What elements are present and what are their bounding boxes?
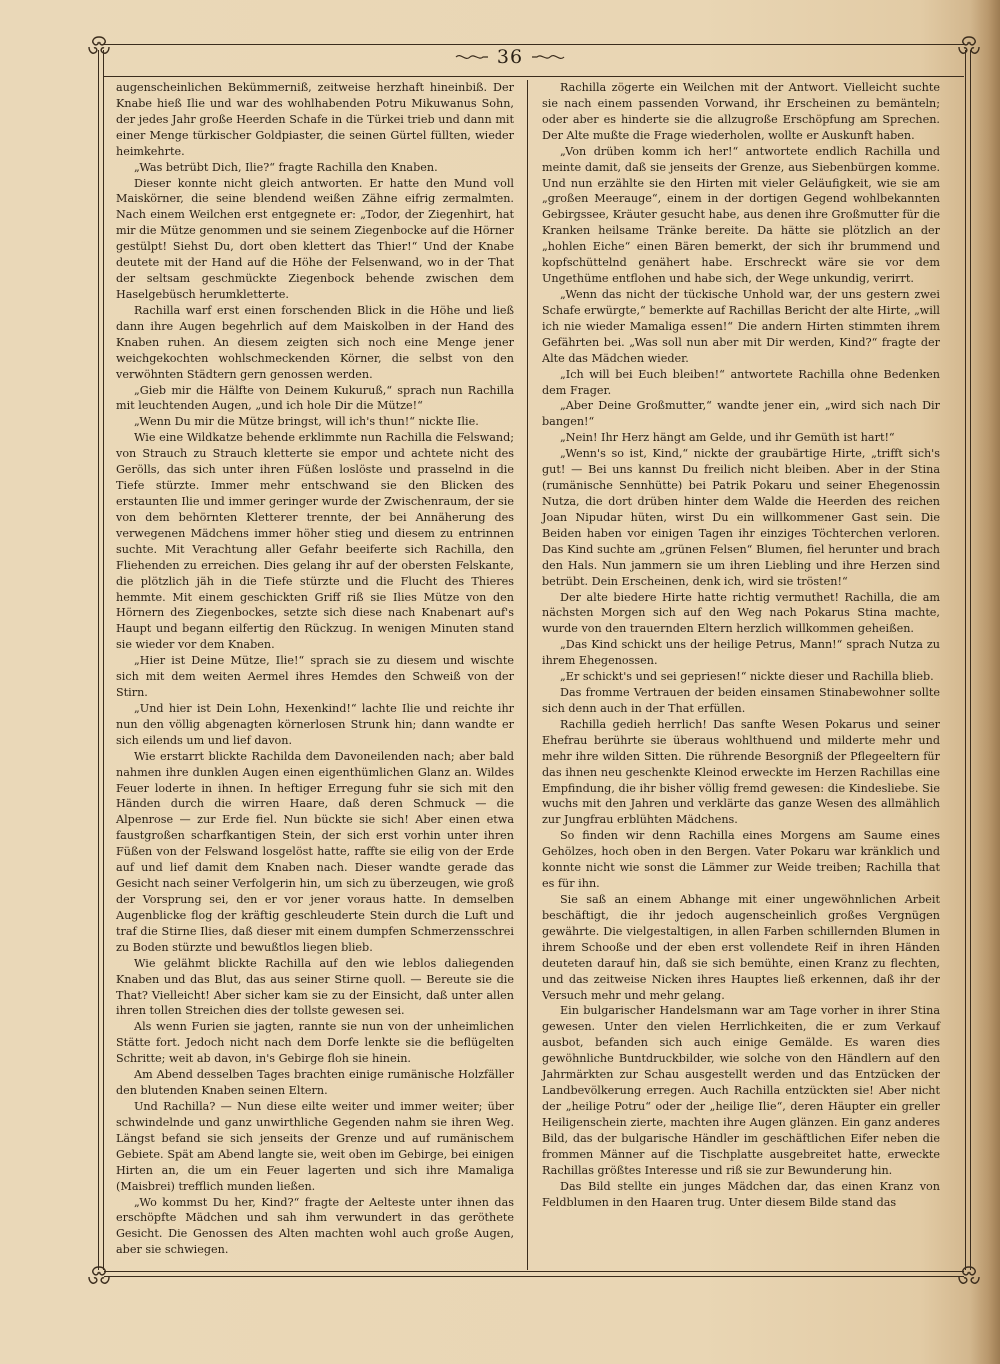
text-column-right [542, 80, 940, 1210]
frame-right-inner-rule [965, 50, 966, 1270]
paragraph: „Er schickt's und sei gepriesen!“ nickte dieser und Rachilla blieb. [560, 670, 934, 684]
paragraph: „Wo kommst Du her, Kind?“ fragte der Aelteste unter ihnen das erschöpfte Mädchen und sah ihm verwundert in das geröthete Gesicht. Die Genossen des Alten machten wohl auch große Augen, aber sie schwiegen. [116, 1195, 514, 1257]
paragraph: Als wenn Furien sie jagten, rannte sie nun von der unheimlichen Stätte fort. Jedoch nicht nach dem Dorfe lenkte sie die beflügelten Schritte; weit ab davon, in's Gebirge floh sie hinein. [116, 1020, 514, 1066]
paragraph: „Von drüben komm ich her!“ antwortete endlich Rachilla und meinte damit, daß sie jenseits der Grenze, aus Siebenbürgen komme. Und nun erzählte sie den Hirten mit vieler Geläufigkeit, wie sie am „großen Meerauge“, einem in der dortigen Gegend wohlbekannten Gebirgssee, Kräuter gesucht habe, aus denen ihre Großmutter für die Kranken heilsame Tränke bereite. Da hätte sie plötzlich an der „hohlen Eiche“ einen Bären bemerkt, der sich ihr brummend und kopfschüttelnd genähert habe. Erschreckt wäre sie vor dem Ungethüme entflohen und habe sich, der Wege unkundig, verirrt. [542, 144, 940, 286]
frame-bottom-rule [104, 1276, 964, 1277]
paragraph: „Wenn's so ist, Kind,“ nickte der graubärtige Hirte, „trifft sich's gut! — Bei uns kannst Du freilich nicht bleiben. Aber in der Stina (rumänische Sennhütte) bei Patrik Pokaru und seiner Ehegenossin Nutza, die dort drüben hinter dem Walde die Heerden des reichen Joan Nipudar hüten, wirst Du ein willkommener Gast sein. Die Beiden haben vor einigen Tagen ihr einziges Töchterchen verloren. Das Kind suchte am „grünen Felsen“ Blumen, fiel herunter und brach den Hals. Nun jammern sie um ihren Liebling und ihre Herzen sind betrübt. Dein Erscheinen, denk ich, wird sie trösten!“ [542, 447, 940, 588]
paragraph: Sie saß an einem Abhange mit einer ungewöhnlichen Arbeit beschäftigt, die ihr jedoch augenscheinlich großes Vergnügen gewährte. Die vielgestaltigen, in allen Farben schillernden Blumen in ihrem Schooße und der eben erst vollendete Reif in ihren Händen deuteten darauf hin, daß sie sich bemühte, einen Kranz zu flechten, und das zeitweise Nicken ihres Hauptes ließ erkennen, daß ihr der Versuch mehr und mehr gelang. [542, 893, 940, 1002]
frame-left-rule [98, 50, 99, 1270]
paragraph: Wie gelähmt blickte Rachilla auf den wie leblos daliegenden Knaben und das Blut, das aus seiner Stirne quoll. — Bereute sie die That? Vielleicht! Aber sicher kam sie zu der Einsicht, daß unter allen ihren tollen Streichen dies der tollste gewesen sei. [116, 956, 514, 1018]
paragraph: Und Rachilla? — Nun diese eilte weiter und immer weiter; über schwindelnde und ganz unwirthliche Gegenden nahm sie ihren Weg. Längst befand sie sich jenseits der Grenze und auf rumänischem Gebiete. Spät am Abend langte sie, weit oben im Gebirge, bei einigen Hirten an, die um ein Feuer lagerten und sich ihre Mamaliga (Maisbrei) trefflich munden ließen. [116, 1100, 514, 1193]
column-divider [527, 80, 528, 1270]
paragraph: Rachilla warf erst einen forschenden Blick in die Höhe und ließ dann ihre Augen begehrlich auf dem Maiskolben in der Hand des Knaben ruhen. An diesem zeigten sich noch eine Menge jener weichgekochten wohlschmeckenden Körner, die selbst von den verwöhnten Städtern gern genossen werden. [116, 303, 514, 381]
paragraph: „Und hier ist Dein Lohn, Hexenkind!“ lachte Ilie und reichte ihr nun den völlig abgenagten körnerlosen Strunk hin; dann wandte er sich eilends um und lief davon. [116, 701, 514, 747]
paragraph: „Ich will bei Euch bleiben!“ antwortete Rachilla ohne Bedenken dem Frager. [542, 367, 940, 397]
right-flourish-icon [531, 51, 565, 63]
paragraph: „Hier ist Deine Mütze, Ilie!“ sprach sie zu diesem und wischte sich mit dem weiten Aermel ihres Hemdes den Schweiß von der Stirn. [116, 654, 514, 700]
page-edge-shadow [970, 0, 1000, 1364]
paragraph: augenscheinlichen Bekümmerniß, zeitweise herzhaft hineinbiß. Der Knabe hieß Ilie und war des wohlhabenden Potru Mikuwanus Sohn, der jedes Jahr große Heerden Schafe in die Türkei trieb und dann mit einer Menge türkischer Goldpiaster, die seinen Gürtel füllten, wieder heimkehrte. [116, 81, 514, 158]
corner-ornament-icon [956, 1264, 982, 1290]
paragraph: Wie erstarrt blickte Rachilda dem Davoneilenden nach; aber bald nahmen ihre dunklen Augen einen eigenthümlichen Glanz an. Wildes Feuer loderte in ihnen. In heftiger Erregung fuhr sie sich mit den Händen durch die wirren Haare, daß deren Schmuck — die Alpenrose — zur Erde fiel. Nun bückte sie sich! Aber einen etwa faustgroßen scharfkantigen Stein, der sich erst vorhin unter ihren Füßen von der Felswand losgelöst hatte, raffte sie eilig von der Erde auf und lief damit dem Knaben nach. Dieser wandte gerade das Gesicht nach seiner Verfolgerin hin, um sich zu überzeugen, wie groß der Vorsprung sei, den er vor jener voraus hatte. In demselben Augenblicke flog der kräftig geschleuderte Stein durch die Luft und traf die Stirne Ilies, daß dieser mit einem dumpfen Schmerzensschrei zu Boden stürzte und bewußtlos liegen blieb. [116, 749, 514, 954]
frame-bottom-inner-rule [104, 1271, 964, 1272]
text-column-left [116, 80, 514, 1258]
paragraph: Der alte biedere Hirte hatte richtig vermuthet! Rachilla, die am nächsten Morgen sich auf den Weg nach Pokarus Stina machte, wurde von den trauernden Eltern herzlich willkommen geheißen. [542, 590, 940, 636]
frame-right-rule [970, 50, 971, 1270]
frame-left-inner-rule [103, 50, 104, 1270]
paragraph: Das fromme Vertrauen der beiden einsamen Stinabewohner sollte sich denn auch in der That erfüllen. [542, 686, 940, 715]
paragraph: So finden wir denn Rachilla eines Morgens am Saume eines Gehölzes, hoch oben in den Bergen. Vater Pokaru war kränklich und konnte nicht wie sonst die Lämmer zur Weide treiben; Rachilla that es für ihn. [542, 829, 940, 891]
paragraph: „Gieb mir die Hälfte von Deinem Kukuruß,“ sprach nun Rachilla mit leuchtenden Augen, „und ich hole Dir die Mütze!“ [116, 383, 514, 413]
paragraph: „Aber Deine Großmutter,“ wandte jener ein, „wird sich nach Dir bangen!“ [542, 399, 940, 429]
paragraph: Wie eine Wildkatze behende erklimmte nun Rachilla die Felswand; von Strauch zu Strauch kletterte sie empor und achtete nicht des Gerölls, das sich unter ihren Füßen loslöste und prasselnd in die Tiefe stürzte. Immer mehr entschwand sie den Blicken des erstaunten Ilie und immer geringer wurde der Zwischenraum, der sie von dem behörnten Kletterer trennte, der bei Annäherung des verwegenen Mädchens immer höher stieg und diesem zu entrinnen suchte. Mit Verachtung aller Gefahr beeiferte sich Rachilla, den Fliehenden zu erreichen. Dies gelang ihr auf der obersten Felskante, die plötzlich jäh in die Tiefe stürzte und die Flucht des Thieres hemmte. Mit einem geschickten Griff riß sie Ilies Mütze von den Hörnern des Ziegenbockes, setzte sich diese nach Knabenart auf's Haupt und begann eilfertig den Rückzug. In wenigen Minuten stand sie wieder vor dem Knaben. [116, 431, 514, 652]
left-flourish-icon [455, 51, 489, 63]
paragraph: Rachilla gedieh herrlich! Das sanfte Wesen Pokarus und seiner Ehefrau berührte sie überaus wohlthuend und milderte mehr und mehr ihre wilden Sitten. Die rührende Besorgniß der Pflegeeltern für das ihnen neu geschenkte Kleinod erweckte im Herzen Rachillas eine Empfindung, die ihr bisher völlig fremd gewesen: die Kindesliebe. Sie wuchs mit den Jahren und verklärte das ganze Wesen des allmählich zur Jungfrau erblühten Mädchens. [542, 717, 940, 827]
page-header [440, 44, 580, 70]
corner-ornament-icon [956, 34, 982, 60]
paragraph: Am Abend desselben Tages brachten einige rumänische Holzfäller den blutenden Knaben seinen Eltern. [116, 1068, 514, 1098]
page-number: 36 [496, 46, 524, 68]
corner-ornament-icon [86, 34, 112, 60]
frame-top-inner-rule [104, 76, 964, 77]
paragraph: „Wenn das nicht der tückische Unhold war, der uns gestern zwei Schafe erwürgte,“ bemerkte auf Rachillas Bericht der alte Hirte, „will ich nie wieder Mamaliga essen!“ Die andern Hirten stimmten ihrem Gefährten bei. „Was soll nun aber mit Dir werden, Kind?“ fragte der Alte das Mädchen wieder. [542, 287, 940, 365]
paragraph: Dieser konnte nicht gleich antworten. Er hatte den Mund voll Maiskörner, die seine blendend weißen Zähne eifrig zermalmten. Nach einem Weilchen erst entgegnete er: „Todor, der Ziegenhirt, hat mir die Mütze genommen und sie seinem Ziegenbocke auf die Hörner gestülpt! Siehst Du, dort oben klettert das Thier!“ Und der Knabe deutete mit der Hand auf die Höhe der Felsenwand, wo in der That der seltsam geschmückte Ziegenbock behende zwischen dem Haselgebüsch herumkletterte. [116, 176, 514, 301]
paragraph: Rachilla zögerte ein Weilchen mit der Antwort. Vielleicht suchte sie nach einem passenden Vorwand, ihr Erscheinen zu bemänteln; oder aber es hinderte sie die allzugroße Erschöpfung am Sprechen. Der Alte mußte die Frage wiederholen, wollte er Auskunft haben. [542, 81, 940, 142]
paragraph: „Das Kind schickt uns der heilige Petrus, Mann!“ sprach Nutza zu ihrem Ehegenossen. [542, 638, 940, 668]
corner-ornament-icon [86, 1264, 112, 1290]
paragraph: „Was betrübt Dich, Ilie?“ fragte Rachilla den Knaben. [134, 160, 438, 174]
paragraph: Ein bulgarischer Handelsmann war am Tage vorher in ihrer Stina gewesen. Unter den vielen Herrlichkeiten, die er zum Verkauf ausbot, befanden sich auch einige Gemälde. Es waren dies gewöhnliche Buntdruckbilder, wie solche von den Händlern auf den Jahrmärkten zur Schau ausgestellt werden und das Entzücken der Landbevölkerung erregen. Auch Rachilla entzückten sie! Aber nicht der „heilige Potru“ oder der „heilige Ilie“, deren Häupter ein greller Heiligenschein zierte, machten ihre Augen glänzen. Ein ganz anderes Bild, das der bulgarische Händler im geschäftlichen Eifer neben die frommen Männer auf die Tischplatte ausgebreitet hatte, erweckte Rachillas größtes Interesse und riß sie zur Bewunderung hin. [542, 1004, 940, 1177]
paragraph: „Nein! Ihr Herz hängt am Gelde, und ihr Gemüth ist hart!“ [560, 431, 895, 445]
paragraph: „Wenn Du mir die Mütze bringst, will ich's thun!“ nickte Ilie. [134, 415, 479, 429]
paragraph: Das Bild stellte ein junges Mädchen dar, das einen Kranz von Feldblumen in den Haaren trug. Unter diesem Bilde stand das [542, 1179, 940, 1209]
